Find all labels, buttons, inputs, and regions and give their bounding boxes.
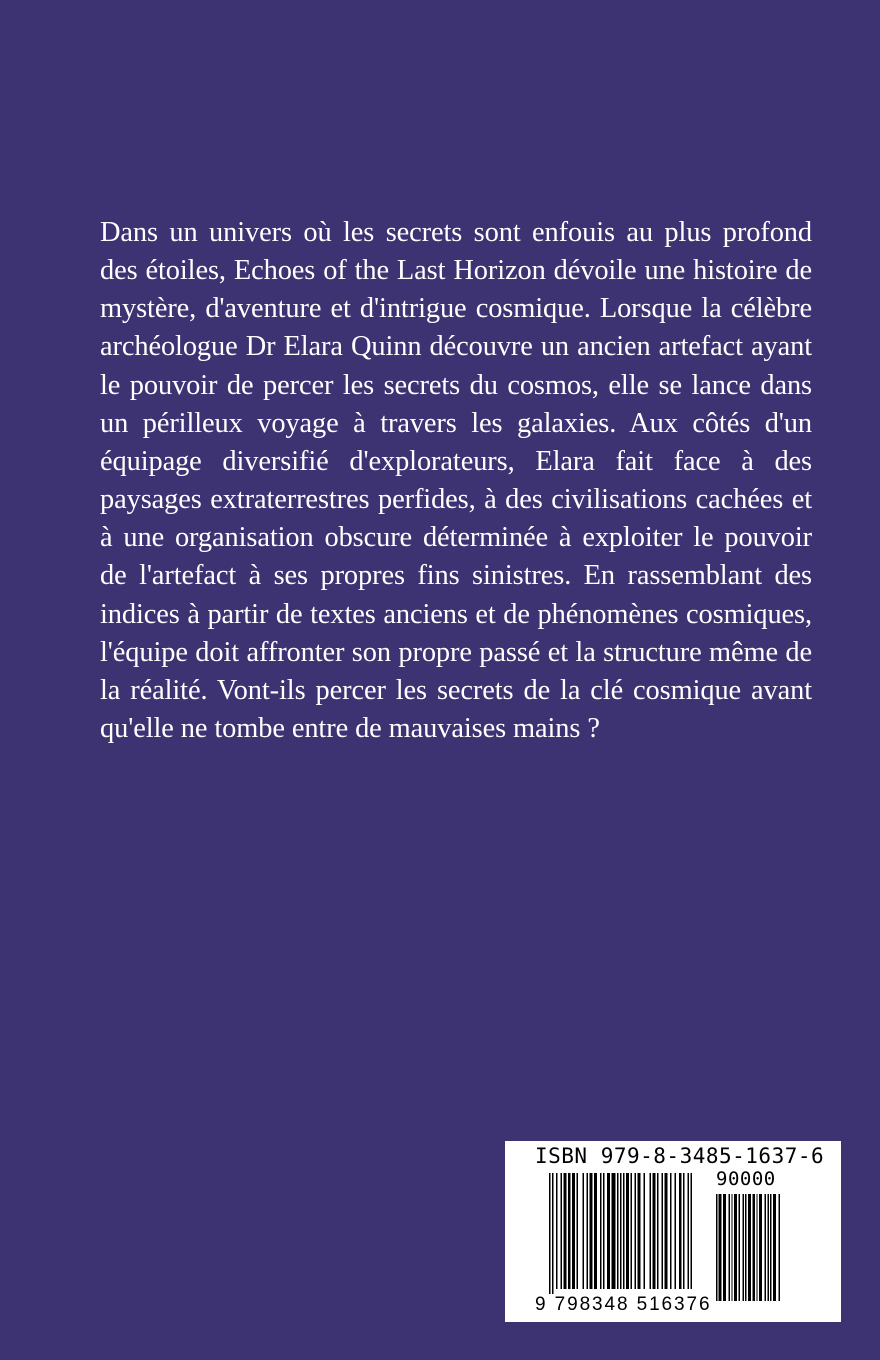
barcode-bar [675,1173,677,1289]
barcode-bar [561,1173,563,1289]
barcode-bar [734,1194,737,1301]
addon-barcode-bars [716,1194,803,1301]
barcode-bar [549,1173,551,1301]
barcode-bar [657,1173,659,1289]
barcode-bar [770,1194,772,1301]
barcode-bar [577,1173,579,1289]
barcode-bar [653,1173,656,1289]
barcode-bar [732,1194,733,1301]
barcode-bar [617,1173,619,1289]
barcode-bar [743,1194,745,1301]
barcode-bar [623,1173,625,1289]
barcode-bar [564,1173,567,1289]
barcode-bar [572,1173,575,1289]
barcode-bar [745,1194,747,1301]
barcode-bar [716,1194,718,1301]
barcode-bar [607,1173,610,1289]
barcode-bar [635,1173,637,1289]
barcode-bar [612,1173,616,1289]
barcode-bar [620,1173,622,1289]
book-description: Dans un univers où les secrets sont enfouis au plus profond des étoiles, Echoes of the Last Horizon dévoile une histoire de mystère, d'aventure et d'intrigue cosmique. Lorsque la célèbre archéologue Dr Elara Quinn découvre un ancien artefact ayant le pouvoir de percer les secrets du cosmos, elle se lance dans un périlleux voyage à travers les galaxies. Aux côtés d'un équipage diversifié d'explorateurs, Elara fait face à des paysages extraterrestres perfides, à des civilisations cachées et à une organisation obscure déterminée à exploiter le pouvoir de l'artefact à ses propres fins sinistres. En rassemblant des indices à partir de textes anciens et de phénomènes cosmiques, l'équipe doit affronter son propre passé et la structure même de la réalité. Vont-ils percer les secrets de la clé cosmique avant qu'elle ne tombe entre de mauvaises mains ? [100,217,812,745]
price-addon-digits: 90000 [716,1168,776,1190]
barcode-bar [729,1194,731,1301]
barcode-bar [603,1173,605,1289]
barcode-bar [638,1173,641,1289]
ean-digits: 9 798348 516376 [535,1294,712,1315]
barcode-bar [773,1194,776,1301]
barcode-bar [679,1173,682,1289]
barcode-bar [723,1194,726,1301]
isbn-label: ISBN 979-8-3485-1637-6 [535,1144,825,1168]
barcode-bar [590,1173,593,1289]
barcode-bar [683,1173,685,1289]
barcode-bar [765,1194,767,1301]
barcode-bar [670,1173,672,1289]
barcode-bar [691,1173,693,1289]
barcode-bar [587,1173,589,1289]
barcode-bar [594,1173,597,1289]
barcode-bar [556,1173,558,1289]
barcode-bar [779,1194,781,1301]
barcode-bar [759,1194,762,1301]
barcode-bar [650,1173,652,1289]
barcode-bar [719,1194,722,1301]
barcode-bar [600,1173,602,1289]
barcode-bar [748,1194,751,1301]
barcode-bar [662,1173,664,1289]
barcode-bar [753,1194,756,1301]
ean-barcode-bars [549,1173,707,1301]
barcode-bar [552,1173,554,1301]
barcode-bar [583,1173,585,1289]
barcode-bar [739,1194,741,1301]
barcode-bar [644,1173,646,1289]
barcode-bar [626,1173,629,1289]
barcode-bar [665,1173,668,1289]
barcode-bar [568,1173,571,1289]
barcode-bar [757,1194,758,1301]
barcode-bar [768,1194,770,1301]
barcode-bar [631,1173,633,1289]
barcode-bar [688,1173,690,1289]
isbn-barcode [505,1141,841,1322]
